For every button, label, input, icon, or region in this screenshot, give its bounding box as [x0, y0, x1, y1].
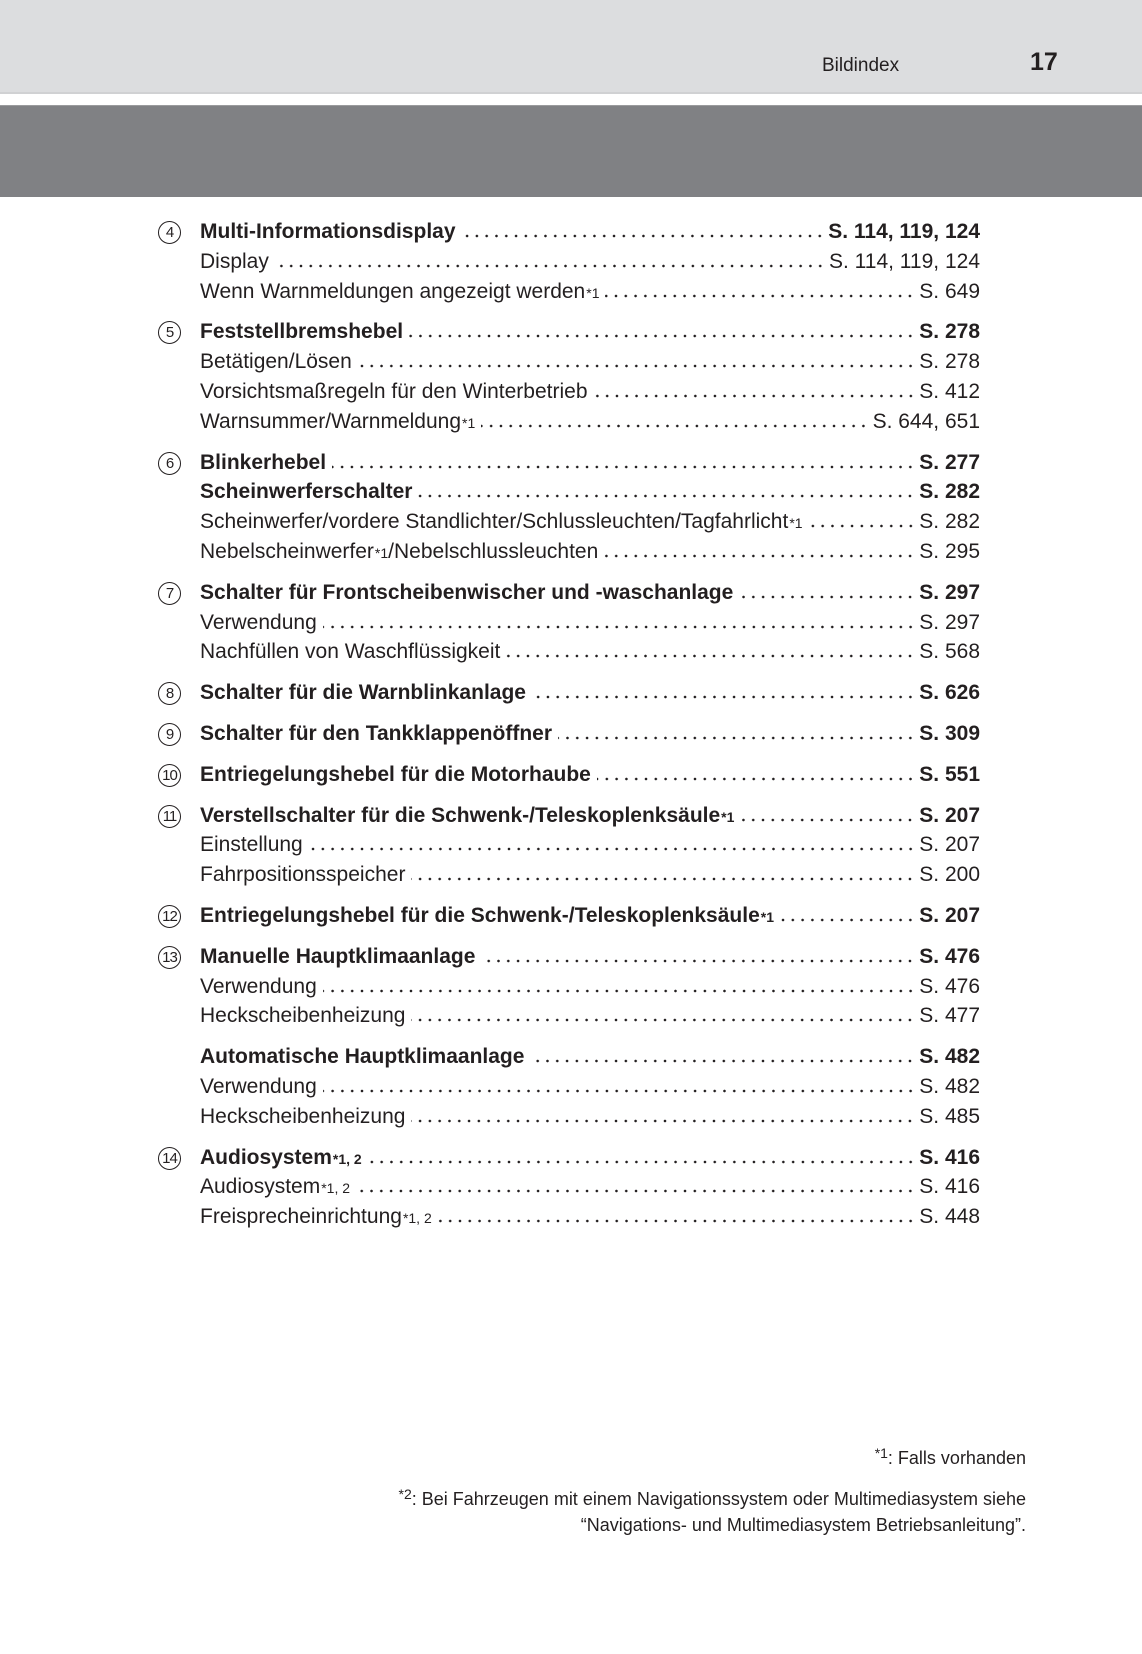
- entry-title: Scheinwerferschalter: [200, 480, 413, 504]
- circled-number-icon: 13: [158, 946, 181, 969]
- page-reference: S. 277: [919, 450, 980, 474]
- index-entry[interactable]: [200, 1143, 980, 1173]
- entry-title: Audiosystem: [200, 1175, 321, 1199]
- dot-leader: [809, 524, 916, 528]
- footnote-text: “Navigations- und Multimediasystem Betriebsanleitung”.: [580, 1515, 1026, 1535]
- dot-leader: [309, 847, 916, 851]
- entry-title: Schalter für den Tankklappenöffner: [200, 721, 553, 745]
- page-reference: S. 278: [919, 350, 980, 374]
- footnote-marker: *1: [721, 808, 735, 825]
- index-group: [158, 1143, 980, 1232]
- page-reference: S. 482: [919, 1074, 980, 1098]
- page-header: [0, 0, 1142, 94]
- index-entry[interactable]: [200, 217, 980, 247]
- index-entry[interactable]: [200, 830, 980, 860]
- dot-leader: [323, 625, 916, 629]
- index-entry[interactable]: [200, 347, 980, 377]
- page-reference: S. 282: [919, 480, 980, 504]
- footnote-marker: *1, 2: [402, 1210, 432, 1227]
- entry-title: Verstellschalter für die Schwenk-/Teleskoplenksäule: [200, 803, 721, 827]
- page-reference: S. 114, 119, 124: [828, 249, 980, 273]
- footnote-line: [399, 1440, 1027, 1471]
- index-entry[interactable]: [200, 407, 980, 437]
- entry-title: Nachfüllen von Waschflüssigkeit: [200, 640, 501, 664]
- footnote-marker: *1, 2: [321, 1180, 351, 1197]
- entry-title: Nebelscheinwerfer: [200, 539, 374, 563]
- dot-leader: [418, 494, 915, 498]
- circled-number-icon: 12: [158, 905, 181, 928]
- entry-title: Schalter für die Warnblinkanlage: [200, 681, 526, 705]
- index-entry[interactable]: [200, 608, 980, 638]
- dot-leader: [356, 1189, 915, 1193]
- footnote-marker: *1, 2: [332, 1150, 362, 1167]
- footnote-marker: *1: [586, 284, 600, 301]
- footnote-key: *1: [874, 1445, 888, 1461]
- page-reference: S. 416: [919, 1175, 980, 1199]
- entry-title: Wenn Warnmeldungen angezeigt werden: [200, 279, 586, 303]
- dot-leader: [604, 554, 915, 558]
- picture-index-list: [158, 217, 980, 1232]
- page-reference: S. 207: [919, 833, 980, 857]
- circled-number-icon: 11: [158, 805, 181, 828]
- index-entry[interactable]: [200, 860, 980, 890]
- index-group: [158, 317, 980, 436]
- index-entry[interactable]: [200, 901, 980, 931]
- entry-title: Betätigen/Lösen: [200, 350, 352, 374]
- index-entry[interactable]: [200, 448, 980, 478]
- index-entry[interactable]: [200, 1042, 980, 1072]
- dot-leader: [409, 334, 915, 338]
- page-reference: S. 114, 119, 124: [828, 220, 980, 243]
- page-reference: S. 626: [919, 681, 980, 705]
- entry-title: Multi-Informationsdisplay: [200, 220, 456, 243]
- section-title: Bildindex: [822, 55, 900, 76]
- dot-leader: [558, 736, 915, 740]
- entry-title-continued: /Nebelschlussleuchten: [388, 539, 599, 563]
- entry-title: Warnsummer/Warnmeldung: [200, 409, 462, 433]
- index-group: [158, 678, 980, 708]
- entry-title: Entriegelungshebel für die Schwenk-/Teleskoplenksäule: [200, 903, 760, 927]
- index-entry[interactable]: [200, 507, 980, 537]
- dot-leader: [323, 989, 916, 993]
- page-reference: S. 200: [919, 863, 980, 887]
- footnote-marker: *1: [760, 908, 774, 925]
- dot-leader: [481, 959, 915, 963]
- circled-number-icon: 9: [158, 723, 181, 746]
- page-reference: S. 485: [919, 1104, 980, 1128]
- circled-number-icon: 6: [158, 452, 181, 475]
- index-entry[interactable]: [200, 277, 980, 307]
- entry-title: Verwendung: [200, 1074, 317, 1098]
- index-entry[interactable]: [200, 1202, 980, 1232]
- entry-title: Verwendung: [200, 610, 317, 634]
- index-entry[interactable]: [200, 1172, 980, 1202]
- dot-leader: [597, 777, 915, 781]
- circled-number-icon: 4: [158, 221, 181, 244]
- entry-title: Freisprecheinrichtung: [200, 1205, 402, 1229]
- circled-number-icon: 7: [158, 582, 181, 605]
- page-reference: S. 416: [919, 1145, 980, 1169]
- page-reference: S. 207: [919, 803, 980, 827]
- dot-leader: [323, 1089, 916, 1093]
- index-entry[interactable]: [200, 1072, 980, 1102]
- entry-title: Display: [200, 249, 269, 273]
- page-reference: S. 207: [919, 903, 980, 927]
- index-entry[interactable]: [200, 760, 980, 790]
- entry-title: Fahrpositionsspeicher: [200, 863, 406, 887]
- index-group: [158, 760, 980, 790]
- dot-leader: [368, 1160, 916, 1164]
- index-group: [158, 578, 980, 667]
- index-group: [158, 1042, 980, 1131]
- footnotes: [399, 1440, 1027, 1538]
- index-entry[interactable]: [200, 477, 980, 507]
- page-reference: S. 282: [919, 510, 980, 534]
- page-reference: S. 476: [919, 974, 980, 998]
- index-entry[interactable]: [200, 637, 980, 667]
- footnote-marker: *1: [462, 414, 476, 431]
- index-entry[interactable]: [200, 578, 980, 608]
- entry-title: Vorsichtsmaßregeln für den Winterbetrieb: [200, 379, 588, 403]
- dot-leader: [740, 818, 915, 822]
- dot-leader: [530, 1059, 915, 1063]
- entry-title: Entriegelungshebel für die Motorhaube: [200, 762, 591, 786]
- footnote-line: [399, 1481, 1027, 1512]
- dot-leader: [739, 595, 915, 599]
- footnote-key: *2: [398, 1486, 412, 1502]
- index-group: [158, 942, 980, 1031]
- index-entry[interactable]: [200, 317, 980, 347]
- index-entry[interactable]: [200, 537, 980, 567]
- entry-title: Blinkerhebel: [200, 450, 327, 474]
- page-reference: S. 482: [919, 1045, 980, 1069]
- dot-leader: [462, 234, 825, 238]
- index-group: [158, 719, 980, 749]
- page-reference: S. 297: [919, 580, 980, 604]
- index-entry[interactable]: [200, 942, 980, 972]
- page-reference: S. 551: [919, 762, 980, 786]
- entry-title: Heckscheibenheizung: [200, 1104, 406, 1128]
- circled-number-icon: 5: [158, 321, 181, 344]
- footnote-marker: *1: [374, 544, 389, 561]
- page-reference: S. 278: [919, 320, 980, 344]
- dot-leader: [605, 294, 915, 298]
- dot-leader: [332, 465, 915, 469]
- dot-leader: [411, 877, 915, 881]
- header-band: [0, 105, 1142, 197]
- index-entry[interactable]: [200, 719, 980, 749]
- entry-title: Automatische Hauptklimaanlage: [200, 1045, 525, 1069]
- index-entry[interactable]: [200, 377, 980, 407]
- page-reference: S. 295: [919, 539, 980, 563]
- dot-leader: [506, 654, 915, 658]
- entry-title: Feststellbremshebel: [200, 320, 404, 344]
- index-group: [158, 801, 980, 890]
- dot-leader: [780, 918, 915, 922]
- dot-leader: [481, 424, 868, 428]
- page-reference: S. 568: [919, 640, 980, 664]
- page-reference: S. 649: [919, 279, 980, 303]
- index-entry[interactable]: [200, 678, 980, 708]
- dot-leader: [438, 1219, 916, 1223]
- dot-leader: [411, 1119, 915, 1123]
- page-reference: S. 412: [919, 379, 980, 403]
- entry-title: Manuelle Hauptklimaanlage: [200, 944, 476, 968]
- entry-title: Scheinwerfer/vordere Standlichter/Schlussleuchten/Tagfahrlicht: [200, 510, 789, 534]
- page-reference: S. 476: [919, 944, 980, 968]
- footnote-text: : Bei Fahrzeugen mit einem Navigationssystem oder Multimediasystem siehe: [411, 1489, 1026, 1509]
- circled-number-icon: 8: [158, 682, 181, 705]
- dot-leader: [411, 1018, 915, 1022]
- page-reference: S. 309: [919, 721, 980, 745]
- dot-leader: [275, 264, 825, 268]
- index-entry[interactable]: [200, 972, 980, 1002]
- circled-number-icon: 14: [158, 1147, 181, 1170]
- page-reference: S. 297: [919, 610, 980, 634]
- index-entry[interactable]: [200, 1102, 980, 1132]
- page-reference: S. 644, 651: [872, 409, 980, 433]
- dot-leader: [594, 394, 916, 398]
- index-entry[interactable]: [200, 1001, 980, 1031]
- page-number: 17: [1030, 48, 1058, 76]
- page-reference: S. 477: [919, 1004, 980, 1028]
- dot-leader: [532, 695, 915, 699]
- circled-number-icon: 10: [158, 764, 181, 787]
- index-group: [158, 217, 980, 306]
- entry-title: Heckscheibenheizung: [200, 1004, 406, 1028]
- footnote-line: [399, 1512, 1027, 1538]
- entry-title: Audiosystem: [200, 1145, 332, 1169]
- index-entry[interactable]: [200, 247, 980, 277]
- footnote-text: : Falls vorhanden: [887, 1448, 1026, 1468]
- entry-title: Verwendung: [200, 974, 317, 998]
- entry-title: Einstellung: [200, 833, 303, 857]
- footnote-marker: *1: [789, 515, 803, 532]
- index-entry[interactable]: [200, 801, 980, 831]
- entry-title: Schalter für Frontscheibenwischer und -waschanlage: [200, 580, 734, 604]
- index-group: [158, 448, 980, 567]
- page-reference: S. 448: [919, 1205, 980, 1229]
- index-group: [158, 901, 980, 931]
- dot-leader: [358, 364, 915, 368]
